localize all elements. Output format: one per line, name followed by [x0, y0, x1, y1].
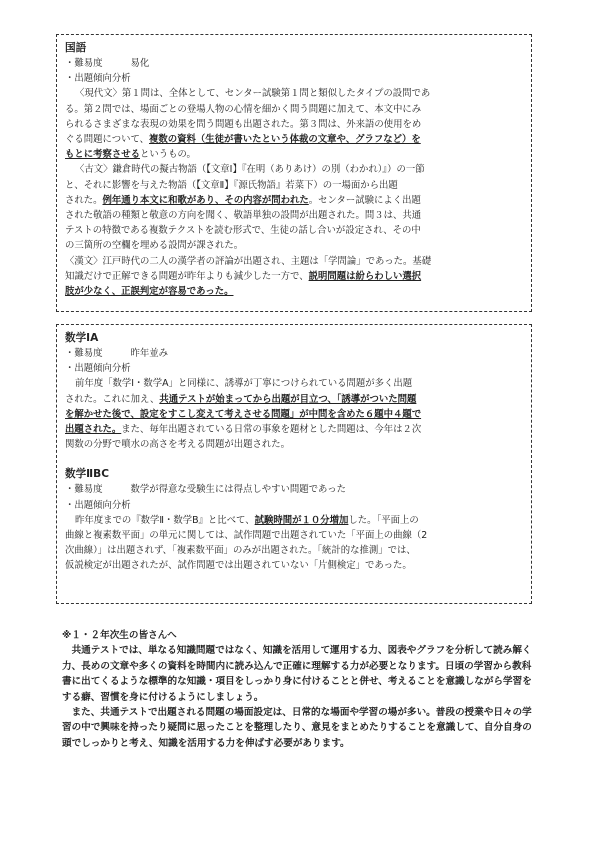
- text-line: 曲線と複素数平面」の単元に関しては、試作問題で出題されていた「平面上の曲線（2: [65, 530, 428, 542]
- underlined-text: 説明問題は紛らわしい選択: [308, 270, 422, 282]
- text-line: [65, 407, 525, 422]
- underlined-text: 共通テストが始まってから出題が目立つ、「誘導がついた問題: [159, 393, 417, 405]
- note-paragraph: また、共通テストで出題される問題の場面設定は、日常的な場面や学習の場が多い。普段の授業や日々の学習の中で興味を持ったり疑問に思ったことを整理したり、意見をまとめたりすることを意識して、自分自身の頭でしっかりと考え、知識を活用する力を伸ばす必要があります。: [62, 707, 532, 749]
- text-span: 。センター試験によく出題: [308, 194, 421, 206]
- text-line: [65, 193, 525, 208]
- math1a-title: 数学ⅠA: [65, 332, 99, 344]
- text-span: した。「平面上の: [348, 514, 419, 526]
- math2bc-title: 数学ⅡBC: [65, 468, 110, 481]
- kokugo-box: [56, 34, 532, 312]
- difficulty-value: 易化: [130, 58, 150, 69]
- note-title: ※１・２年次生の皆さんへ: [62, 630, 177, 641]
- text-line: 〈漢文〉江戸時代の二人の漢学者の評論が出題され、主題は「学問論」であった。基礎: [65, 255, 432, 267]
- trend-label: ・出題傾向分析: [65, 363, 131, 375]
- difficulty-label: ・難易度: [65, 58, 103, 69]
- text-span: 知識だけで正解できる問題が昨年よりも減少した一方で、: [65, 270, 309, 282]
- text-line: [65, 513, 525, 528]
- text-line: と、それに影響を与えた物語（【文章Ⅱ】『源氏物語』若菜下）の一場面から出題: [65, 179, 398, 191]
- note-paragraph: 共通テストでは、単なる知識問題ではなく、知識を活用して運用する力、図表やグラフを分析して読み解く力、長めの文章や多くの資料を時間内に読み込んで正確に理解する力が必要となります。日頃の学習から教科書に出てくるような標準的な知識・項目をしっかり身に付けることと併せ、考えることを意識しながら学習をする癖、習慣を身に付けるようにしましょう。: [62, 645, 532, 703]
- text-line: 関数の分野で噴水の高さを考える問題が出題された。: [65, 439, 291, 451]
- text-span: また、毎年出題されている日常の事象を題材とした問題は、今年は２次: [121, 424, 422, 436]
- text-line: られるさまざまな表現の効果を問う問題も出題された。第３問は、外来語の使用をめ: [65, 118, 422, 130]
- underlined-text: を解かせた後で、設定をすこし変えて考えさせる問題」が中問を含めた６題中４題で: [65, 408, 422, 420]
- underlined-text: 試験時間が１０分増加: [254, 514, 349, 526]
- text-line: [65, 269, 525, 284]
- underlined-text: 例年通り本文に和歌があり、その内容が問われた: [102, 194, 309, 206]
- kanbun-paragraph: [65, 254, 525, 300]
- underlined-text: 出題された。: [65, 424, 122, 436]
- text-line: る。第２問では、場面ごとの登場人物の心情を細かく問う問題に加えて、本文中にみ: [65, 103, 422, 115]
- math-box: [56, 324, 532, 604]
- text-line: [65, 284, 525, 299]
- text-line: 次曲線）」は出題されず、「複素数平面」のみが出題された。「統計的な推測」では、: [65, 545, 416, 557]
- text-span: された。: [65, 194, 103, 206]
- text-line: [65, 422, 525, 437]
- difficulty-label: ・難易度: [65, 348, 103, 359]
- text-line: 〈現代文〉第１問は、全体として、センター試験第１問と類似したタイプの設問であ: [75, 88, 431, 100]
- text-line: [65, 147, 525, 162]
- text-span: というもの。: [140, 149, 196, 161]
- text-span: された。これに加え、: [65, 393, 160, 405]
- underlined-text: もとに考察させる: [65, 149, 141, 161]
- kobun-paragraph: [65, 162, 525, 253]
- student-note: [62, 628, 532, 751]
- underlined-text: 肢が少なく、正誤判定が容易であった。: [65, 286, 234, 298]
- gendai-paragraph: [65, 86, 525, 162]
- text-line: テストの特徴である複数テクストを読む形式で、生徒の話し合いが設定され、その中: [65, 225, 421, 237]
- text-line: の三箇所の空欄を埋める設問が課された。: [65, 240, 244, 252]
- text-span: ぐる問題について、: [65, 134, 150, 146]
- kokugo-title: 国語: [65, 42, 87, 54]
- text-line: された敬語の種類と敬意の方向を聞く、敬語単独の設問が出題された。問３は、共通: [65, 210, 422, 222]
- trend-label: ・出題傾向分析: [65, 499, 131, 511]
- text-line: 前年度「数学Ⅰ・数学A」と同様に、誘導が丁寧につけられている問題が多く出題: [75, 378, 413, 390]
- text-span: 昨年度までの『数学Ⅱ・数学B』と比べて、: [75, 514, 255, 526]
- text-line: [65, 132, 525, 147]
- text-line: 〈古文〉鎌倉時代の擬古物語（【文章Ⅰ】『在明（ありあけ）の別（わかれ）』）の一節: [75, 164, 425, 176]
- difficulty-value: 数学が得意な受験生には得点しやすい問題であった: [130, 484, 347, 496]
- text-line: 仮説検定が出題されたが、試作問題では出題されていない「片側検定」であった。: [65, 560, 412, 572]
- underlined-text: 複数の資料（生徒が書いたという体裁の文章や、グラフなど）を: [149, 134, 421, 146]
- math2bc-difficulty: [65, 482, 525, 497]
- text-line: [65, 392, 525, 407]
- difficulty-value: 昨年並み: [130, 348, 168, 359]
- trend-label: ・出題傾向分析: [65, 73, 131, 85]
- difficulty-label: ・難易度: [65, 484, 103, 496]
- math1a-difficulty: [65, 346, 525, 361]
- kokugo-difficulty: [65, 56, 525, 71]
